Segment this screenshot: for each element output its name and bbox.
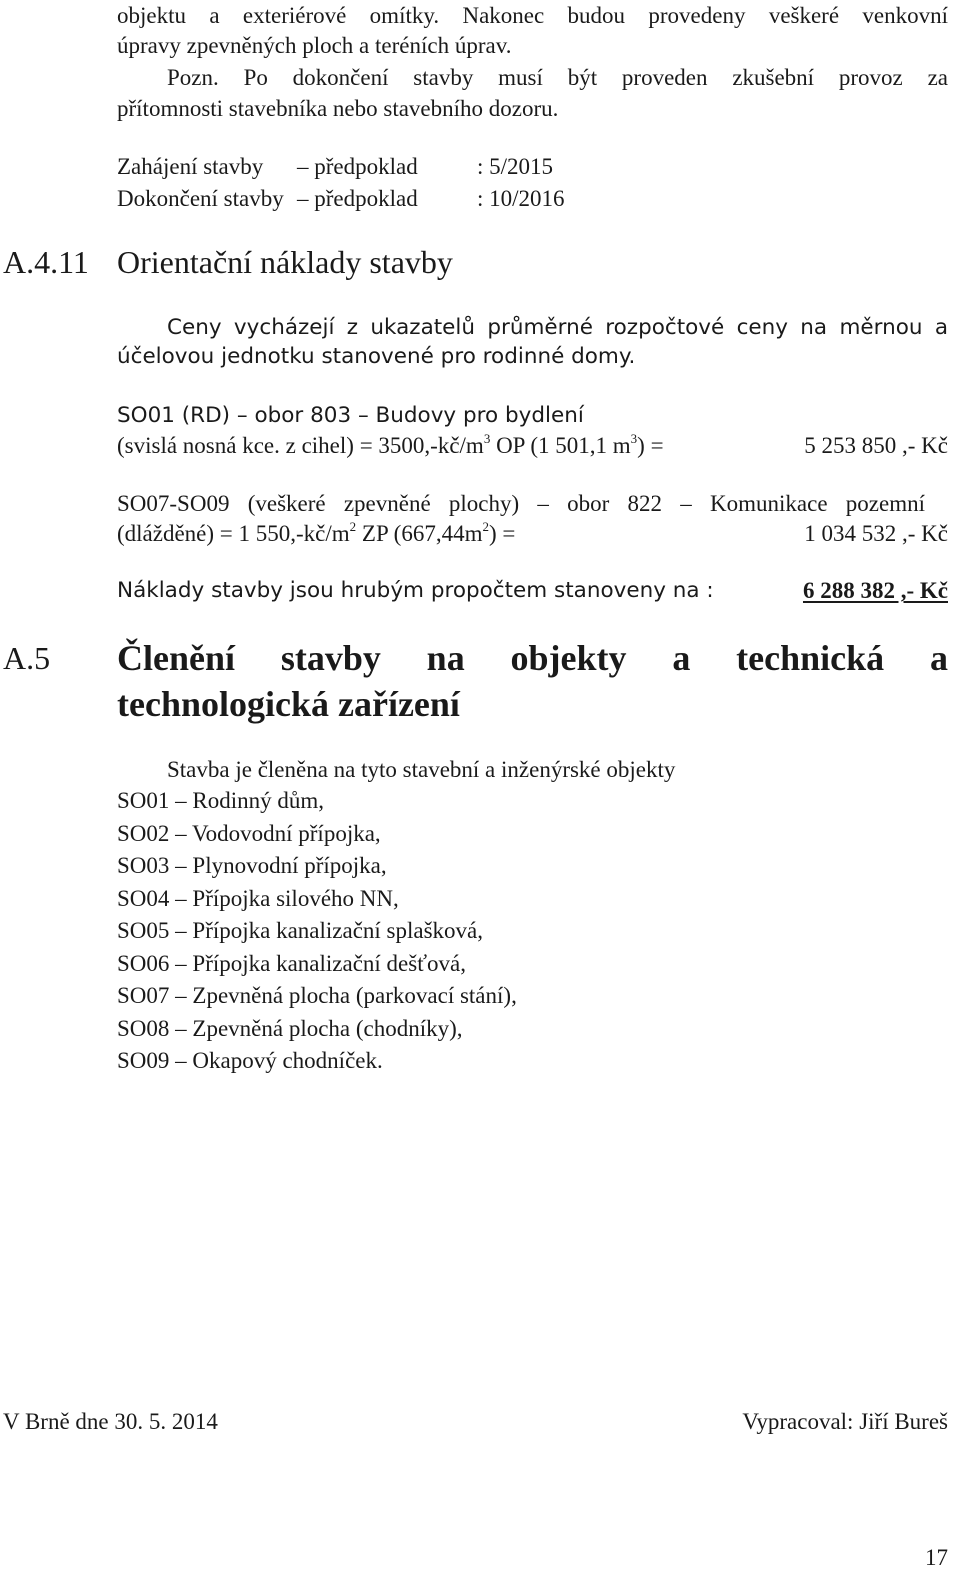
so01-sup-2: 3 xyxy=(630,431,638,446)
section-a411-title: Orientační náklady stavby xyxy=(117,244,453,280)
list-item: SO04 – Přípojka silového NN, xyxy=(117,885,399,911)
page-number: 17 xyxy=(925,1545,948,1570)
section-a5-number: A.5 xyxy=(3,640,51,676)
schedule-start-row xyxy=(117,153,553,181)
section-a411-number: A.4.11 xyxy=(3,244,89,280)
so07-line-1: SO07-SO09 (veškeré zpevněné plochy) – obor 822 – Komunikace pozemní xyxy=(117,491,925,516)
objects-list xyxy=(117,787,517,1080)
schedule-end-value: : 10/2016 xyxy=(477,186,565,211)
so07-line-2 xyxy=(117,520,515,548)
so01-formula-a: (svislá nosná kce. z cihel) = 3500,-kč/m xyxy=(117,433,484,458)
list-item: SO02 – Vodovodní přípojka, xyxy=(117,820,381,846)
so01-formula-b: OP (1 501,1 m xyxy=(490,433,631,458)
list-item: SO01 – Rodinný dům, xyxy=(117,788,325,813)
cost-para-line-1: Ceny vycházejí z ukazatelů průměrné rozpočtové ceny na měrnou a xyxy=(167,315,948,340)
list-item: SO06 – Přípojka kanalizační dešťová, xyxy=(117,950,466,976)
list-item: SO07 – Zpevněná plocha (parkovací stání), xyxy=(117,983,517,1008)
so07-formula-b: ZP (667,44m xyxy=(356,521,483,546)
note-line-2: přítomnosti stavebníka nebo stavebního dozoru. xyxy=(117,96,559,121)
schedule-end-row xyxy=(117,185,565,213)
footer-author: Vypracoval: Jiří Bureš xyxy=(742,1409,948,1434)
so07-formula-a: (dlážděné) = 1 550,-kč/m xyxy=(117,521,350,546)
list-item: SO08 – Zpevněná plocha (chodníky), xyxy=(117,1015,463,1041)
intro-line-2: úpravy zpevněných ploch a teréních úprav. xyxy=(117,33,512,58)
schedule-start-value: : 5/2015 xyxy=(477,154,554,179)
list-item: SO03 – Plynovodní přípojka, xyxy=(117,853,387,878)
footer-place-date: V Brně dne 30. 5. 2014 xyxy=(3,1409,218,1434)
so07-sup-2: 2 xyxy=(482,519,489,534)
intro-line-1: objektu a exteriérové omítky. Nakonec budou provedeny veškeré venkovní xyxy=(117,3,948,28)
cost-para-line-2: účelovou jednotku stanovené pro rodinné domy. xyxy=(117,344,636,369)
schedule-end-label: Dokončení stavby xyxy=(117,186,284,211)
so01-formula-c: ) = xyxy=(637,433,664,458)
so01-amount: 5 253 850 ,- Kč xyxy=(804,433,948,458)
note-line-1: Pozn. Po dokončení stavby musí být proveden zkušební provoz za xyxy=(167,65,948,90)
total-label: Náklady stavby jsou hrubým propočtem stanoveny na : xyxy=(117,578,714,603)
section-a5-title-line-2: technologická zařízení xyxy=(117,684,460,724)
so07-amount: 1 034 532 ,- Kč xyxy=(804,521,948,546)
section-a5-title-line-1: Členění stavby na objekty a technická a xyxy=(117,638,948,678)
total-amount: 6 288 382 ,- Kč xyxy=(802,578,948,603)
so07-formula-c: ) = xyxy=(488,521,516,546)
schedule-end-dash: – předpoklad xyxy=(297,186,418,211)
schedule-start-label: Zahájení stavby xyxy=(117,154,264,179)
list-item: SO05 – Přípojka kanalizační splašková, xyxy=(117,918,484,943)
objects-intro: Stavba je členěna na tyto stavební a inženýrské objekty xyxy=(167,757,676,782)
schedule-start-dash: – předpoklad xyxy=(297,154,418,179)
so01-line-1: SO01 (RD) – obor 803 – Budovy pro bydlení xyxy=(117,403,584,428)
so07-sup-1: 2 xyxy=(349,519,357,534)
list-item: SO09 – Okapový chodníček. xyxy=(117,1048,383,1073)
so01-sup-1: 3 xyxy=(483,431,491,446)
so01-line-2 xyxy=(117,432,664,460)
